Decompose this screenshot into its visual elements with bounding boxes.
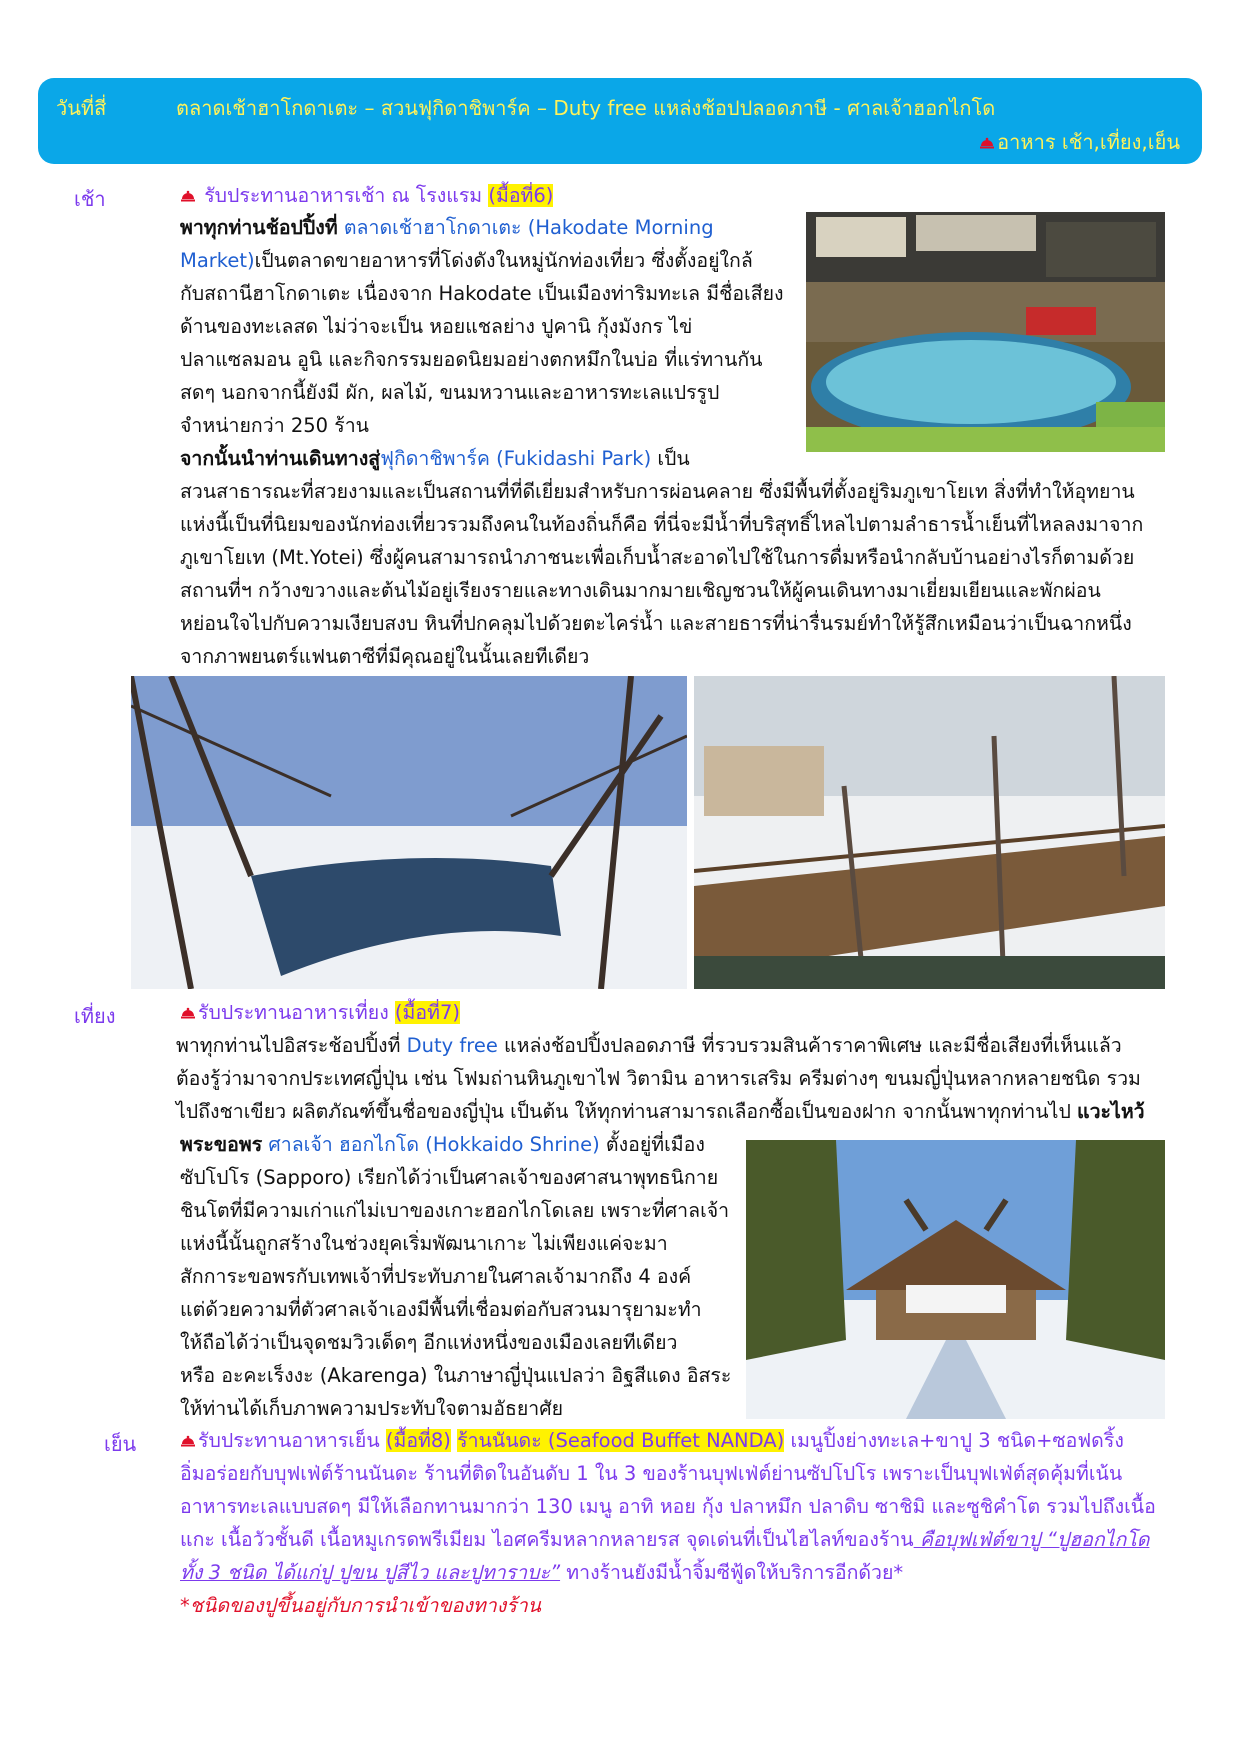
park-line-5: สถานที่ฯ กว้างขวางและต้นไม้อยู่เรียงรายและทางเดินมากมายเชิญชวนให้ผู้คนเดินทางมาเยี่ยมเยียนและพักผ่อน (180, 579, 1101, 602)
shrine-name: ศาลเจ้า ฮอกไกโด (Hokkaido Shrine) (268, 1133, 600, 1156)
shrine-line-6: แต่ด้วยความที่ตัวศาลเจ้าเองมีพื้นที่เชื่อมต่อกับสวนมารุยามะทำ (180, 1298, 702, 1321)
market-line-2: Market)เป็นตลาดขายอาหารที่โด่งดังในหมู่นักท่องเที่ยว ซึ่งตั้งอยู่ใกล้ (180, 249, 753, 272)
snowy-river-photo (131, 676, 687, 989)
evening-meal-line: รับประทานอาหารเย็น (มื้อที่8) ร้านนันดะ (Seafood Buffet NANDA) เมนูปิ้งย่างทะเล+ขาปู 3 ชนิด+ซอฟดริ้ง (180, 1427, 1124, 1455)
park-line-1: จากนั้นนำท่านเดินทางสู่ฟุกิดาชิพาร์ค (Fukidashi Park) เป็น (180, 447, 690, 470)
duty-line-3: ไปถึงชาเขียว ผลิตภัณฑ์ขึ้นชื่อของญี่ปุ่น เป็นต้น ให้ทุกท่านสามารถเลือกซื้อเป็นของฝาก จากนั้นพาทุกท่านไป แวะไหว้ (176, 1100, 1145, 1123)
slot-noon-label: เที่ยง (74, 1004, 116, 1028)
park-name: ฟุกิดาชิพาร์ค (Fukidashi Park) (380, 447, 652, 470)
shrine-line-1: พระขอพร ศาลเจ้า ฮอกไกโด (Hokkaido Shrine) ตั้งอยู่ที่เมือง (180, 1133, 705, 1156)
shrine-lead: พระขอพร (180, 1133, 263, 1156)
market-name-cont: Market) (180, 249, 255, 272)
evening-meal-number: (มื้อที่8) (385, 1429, 451, 1452)
shrine-line-4: แห่งนี้นั้นถูกสร้างในช่วงยุคเริ่มพัฒนาเกาะ ไม่เพียงแค่จะมา (180, 1232, 668, 1255)
duty-free-name: Duty free (406, 1034, 498, 1057)
market-lead: พาทุกท่านช้อปปิ้งที่ (180, 216, 338, 239)
market-line-7: จำหน่ายกว่า 250 ร้าน (180, 414, 370, 437)
market-line-4: ด้านของทะเลสด ไม่ว่าจะเป็น หอยแชลย่าง ปูคานิ กุ้งมังกร ไข่ (180, 315, 693, 338)
meal-icon (180, 1434, 196, 1448)
park-line-6: หย่อนใจไปกับความเงียบสงบ หินที่ปกคลุมไปด้วยตะไคร่น้ำ และสายธารที่น่ารื่นรมย์ทำให้รู้สึกเหมือนว่าเป็นฉากหนึ่ง (180, 612, 1132, 635)
market-line-1 (180, 214, 714, 242)
meal-icon (180, 189, 196, 203)
shrine-line-5: สักการะขอพรกับเทพเจ้าที่ประทับภายในศาลเจ้ามากถึง 4 องค์ (180, 1265, 692, 1288)
park-line-2: สวนสาธารณะที่สวยงามและเป็นสถานที่ที่ดีเยี่ยมสำหรับการผ่อนคลาย ซึ่งมีพื้นที่ตั้งอยู่ริมภูเขาโยเท สิ่งที่ทำให้อุทยาน (180, 480, 1135, 503)
shrine-line-2: ซัปโปโร (Sapporo) เรียกได้ว่าเป็นศาลเจ้าของศาสนาพุทธนิกาย (180, 1166, 719, 1189)
park-walkway-photo (694, 676, 1165, 989)
shrine-line-9: ให้ท่านได้เก็บภาพความประทับใจตามอัธยาศัย (180, 1397, 564, 1420)
duty-line-1: พาทุกท่านไปอิสระช้อปปิ้งที่ Duty free แหล่งช้อปปิ้งปลอดภาษี ที่รวบรวมสินค้าราคาพิเศษ และมีชื่อเสียงที่เห็นแล้ว (176, 1034, 1122, 1057)
market-fish-tank-photo (806, 212, 1165, 452)
day-title: ตลาดเช้าฮาโกดาเตะ – สวนฟุกิดาชิพาร์ค – Duty free แหล่งช้อปปลอดภาษี - ศาลเจ้าฮอกไกโด (176, 96, 996, 120)
morning-meal-line (180, 182, 553, 210)
shrine-line-7: ให้ถือได้ว่าเป็นจุดชมวิวเด็ดๆ อีกแห่งหนึ่งของเมืองเลยทีเดียว (180, 1331, 678, 1354)
evening-line-5: ทั้ง 3 ชนิด ได้แก่ปู ปูขน ปูสีไว และปูทาราบะ” ทางร้านยังมีน้ำจิ้มซีฟู้ดให้บริการอีกด้วย* (180, 1561, 904, 1584)
hokkaido-shrine-photo (746, 1140, 1165, 1419)
meals-text: อาหาร เช้า,เที่ยง,เย็น (997, 130, 1180, 154)
slot-morning-label: เช้า (74, 187, 106, 211)
market-line-3: กับสถานีฮาโกดาเตะ เนื่องจาก Hakodate เป็นเมืองท่าริมทะเล มีชื่อเสียง (180, 282, 784, 305)
evening-line-4: แกะ เนื้อวัวชั้นดี เนื้อหมูเกรดพรีเมียม ไอศครีมหลากหลายรส จุดเด่นที่เป็นไฮไลท์ของร้าน คือบุฟเฟ่ต์ขาปู “ปูฮอกไกโด (180, 1528, 1150, 1551)
shrine-line-3: ชินโตที่มีความเก่าแก่ไม่เบาของเกาะฮอกไกโดเลย เพราะที่ศาลเจ้า (180, 1199, 730, 1222)
shrine-line-8: หรือ อะคะเร็งงะ (Akarenga) ในภาษาญี่ปุ่นแปลว่า อิฐสีแดง อิสระ (180, 1364, 732, 1387)
duty-line-2: ต้องรู้ว่ามาจากประเทศญี่ปุ่น เช่น โฟมถ่านหินภูเขาไฟ วิตามิน อาหารเสริม ครีมต่างๆ ขนมญี่ปุ่นหลากหลายชนิด รวม (176, 1067, 1141, 1090)
meals-summary (979, 126, 1180, 158)
market-line-5: ปลาแซลมอน อูนิ และกิจกรรมยอดนิยมอย่างตกหมึกในบ่อ ที่แร่ทานกัน (180, 348, 763, 371)
morning-meal-number: (มื้อที่6) (488, 184, 554, 207)
park-line-3: แห่งนี้เป็นที่นิยมของนักท่องเที่ยวรวมถึงคนในท้องถิ่นก็คือ ที่นี่จะมีน้ำที่บริสุทธิ์ไหลไปตามลำธารน้ำเย็นที่ไหลลงมาจาก (180, 513, 1144, 536)
restaurant-name: ร้านนันดะ (Seafood Buffet NANDA) (457, 1429, 785, 1452)
evening-meal-text: รับประทานอาหารเย็น (198, 1429, 380, 1452)
noon-meal-number: (มื้อที่7) (394, 1001, 460, 1024)
noon-meal-line (180, 999, 460, 1027)
slot-evening-label: เย็น (104, 1432, 137, 1456)
park-lead: จากนั้นนำท่านเดินทางสู่ (180, 447, 381, 470)
park-line-7: จากภาพยนตร์แฟนตาซีที่มีคุณอยู่ในนั้นเลยทีเดียว (180, 645, 590, 668)
meal-icon (180, 1006, 196, 1020)
market-name: ตลาดเช้าฮาโกดาเตะ (Hakodate Morning (343, 216, 714, 239)
day-label: วันที่สี่ (56, 96, 107, 120)
market-line-6: สดๆ นอกจากนี้ยังมี ผัก, ผลไม้, ขนมหวานและอาหารทะเลแปรรูป (180, 381, 720, 404)
park-line-4: ภูเขาโยเท (Mt.Yotei) ซึ่งผู้คนสามารถนำภาชนะเพื่อเก็บน้ำสะอาดไปใช้ในการดื่มหรือนำกลับบ้านอย่างไรก็ตามด้วย (180, 546, 1135, 569)
meal-icon (979, 136, 995, 150)
crab-note: *ชนิดของปูขึ้นอยู่กับการนำเข้าของทางร้าน (180, 1594, 541, 1617)
evening-line-2: อิ่มอร่อยกับบุฟเฟ่ต์ร้านนันดะ ร้านที่ติดในอันดับ 1 ใน 3 ของร้านบุฟเฟ่ต์ย่านซัปโปโร เพราะเป็นบุฟเฟ่ต์สุดคุ้มที่เน้น (180, 1462, 1123, 1485)
evening-line-3: อาหารทะเลแบบสดๆ มีให้เลือกทานมากว่า 130 เมนู อาทิ หอย กุ้ง ปลาหมึก ปลาดิบ ซาชิมิ และซูชิคำโต รวมไปถึงเนื้อ (180, 1495, 1156, 1518)
morning-meal-text: รับประทานอาหารเช้า ณ โรงแรม (204, 184, 483, 207)
day-header (38, 78, 1202, 164)
noon-meal-text: รับประทานอาหารเที่ยง (198, 1001, 389, 1024)
